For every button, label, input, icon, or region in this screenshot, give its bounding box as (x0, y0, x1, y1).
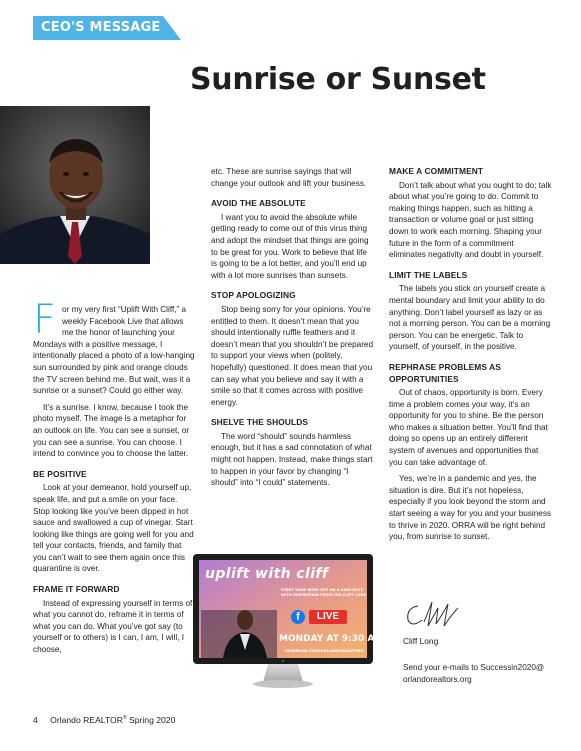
paragraph: Instead of expressing yourself in terms of what you cannot do, reframe it in terms of what you can do. What you’ve got say (to yourself or to others) is I can, I am, I will, I choose, (33, 598, 193, 655)
subheading-make-a-commitment: MAKE A COMMITMENT (389, 166, 484, 176)
paragraph: etc. These are sunrise sayings that will change your outlook and lift your business. (211, 167, 367, 188)
column-3 (389, 166, 552, 548)
tv-monitor-image (193, 554, 384, 694)
tv-headline: uplift with cliff (205, 566, 329, 582)
page-footer (33, 715, 175, 725)
page-number: 4 (33, 715, 38, 725)
column-1 (33, 297, 196, 661)
live-label: LIVE (316, 611, 340, 622)
column-2 (211, 166, 374, 494)
live-badge (309, 610, 347, 624)
paragraph: Yes, we’re in a pandemic and yes, the situation is dire. But it’s not hopeless, especially if you look beyond the storm and start seeing a way for you and your business to thrive in 2020. ORRA will be right behind you, from sunrise to sunset. (389, 474, 552, 542)
intro-text: or my very first “Uplift With Cliff,” a weekly Facebook Live that allows me the honor of launching your Mondays with a positive message, I intentionally placed a photo of a low-hanging sun surrounded by pink and orange clouds the TV screen behind me. But wait, was it a sunrise or a sunset? Could go either way. (33, 305, 195, 396)
email-note: Send your e-mails to Successin2020@ orlandorealtors.org (403, 663, 545, 684)
paragraph: Look at your demeanor, hold yourself up, speak life, and put a smile on your face. Stop looking like you’ve been dipped in hot sauce and swallowed a cup of vinegar. Start looking like things are going well for you and tell your contacts, friends, and family that you can’t wait to see them again once this quarantine is over. (33, 483, 194, 574)
intro-paragraph (33, 297, 196, 397)
tv-url: FACEBOOK.COM/ORLANDOREALTORS (285, 648, 364, 653)
article-title: Sunrise or Sunset (190, 62, 486, 97)
paragraph: Don’t talk about what you ought to do; talk about what you’re going to do. Commit to making things happen, such as hitting a transaction or volume goal or just sitting down to work each morning. Shaping your future in the form of a commitment eliminates negativity and doubt in yourself. (389, 180, 552, 260)
paragraph: The word “should” sounds harmless enough, but it has a sad connotation of what might not happen. Instead, make things start to happen in your favor by changing “I should” into “I could” statements. (211, 431, 373, 488)
subheading-shelve-the-shoulds: SHELVE THE SHOULDS (211, 417, 309, 428)
subheading-rephrase-problems: REPHRASE PROBLEMS AS OPPORTUNITIES (389, 361, 501, 384)
subheading-stop-apologizing: STOP APOLOGIZING (211, 290, 296, 301)
signature-name: Cliff Long (403, 636, 439, 646)
subheading-limit-the-labels: LIMIT THE LABELS (389, 269, 468, 280)
publication-prefix: Orlando REALTOR (50, 715, 123, 725)
drop-cap: F (33, 297, 57, 343)
section-tag-label: CEO'S MESSAGE (41, 20, 161, 35)
subheading-frame-it-forward: FRAME IT FORWARD (33, 584, 120, 595)
signature-image (404, 598, 464, 637)
tv-schedule: MONDAY AT 9:30 AM (279, 634, 384, 644)
paragraph: Out of chaos, opportunity is born. Every time a problem comes your way, it’s an opportunity for you to shine. Be the person who makes a situation better. You’ll find that doing so opens up an entirely different system of avenues and opportunities that you can take advantage of. (389, 388, 548, 467)
paragraph: I want you to avoid the absolute while getting ready to come out of this virus thing and adopt the mindset that things are going to be great for you. Work to believe that life is going to be a lot better, and you’ll end up with a lot more sunrises than sunsets. (211, 212, 369, 280)
tv-subline-2: WITH INSPIRATION FROM CEO CLIFF LONG (281, 593, 367, 597)
paragraph: It’s a sunrise. I know, because I took the photo myself. The image is a metaphor for an outlook on life. You can see a sunset, or you can see a sunrise. You can choose. I intend to convince you to choose the latter. (33, 402, 190, 459)
facebook-icon: f (291, 610, 305, 624)
subheading-avoid-the-absolute: AVOID THE ABSOLUTE (211, 198, 306, 209)
ceo-portrait-photo (0, 106, 150, 264)
tv-subline-1: START YOUR WEEK OFF ON A HIGH NOTE (281, 588, 364, 592)
paragraph: The labels you stick on yourself create a mental boundary and limit your ability to do anything. Don’t label yourself as lazy or as not a morning person. You can be a morning person. You can be energetic. Talk to yourself, of yourself, in the positive. (389, 284, 551, 352)
publication-suffix: Spring 2020 (126, 715, 176, 725)
paragraph: Stop being sorry for your opinions. You’re entitled to them. It doesn’t mean that you should intentionally ruffle feathers and it doesn’t mean that you shouldn’t be prepared to support your views when (politely, hopefully) questioned. It does mean that you can say what you believe and say it with a smile so that it comes across with positive energy. (211, 304, 374, 407)
registered-mark: ® (122, 715, 127, 722)
subheading-be-positive: BE POSITIVE (33, 468, 87, 479)
section-tag (33, 16, 181, 40)
